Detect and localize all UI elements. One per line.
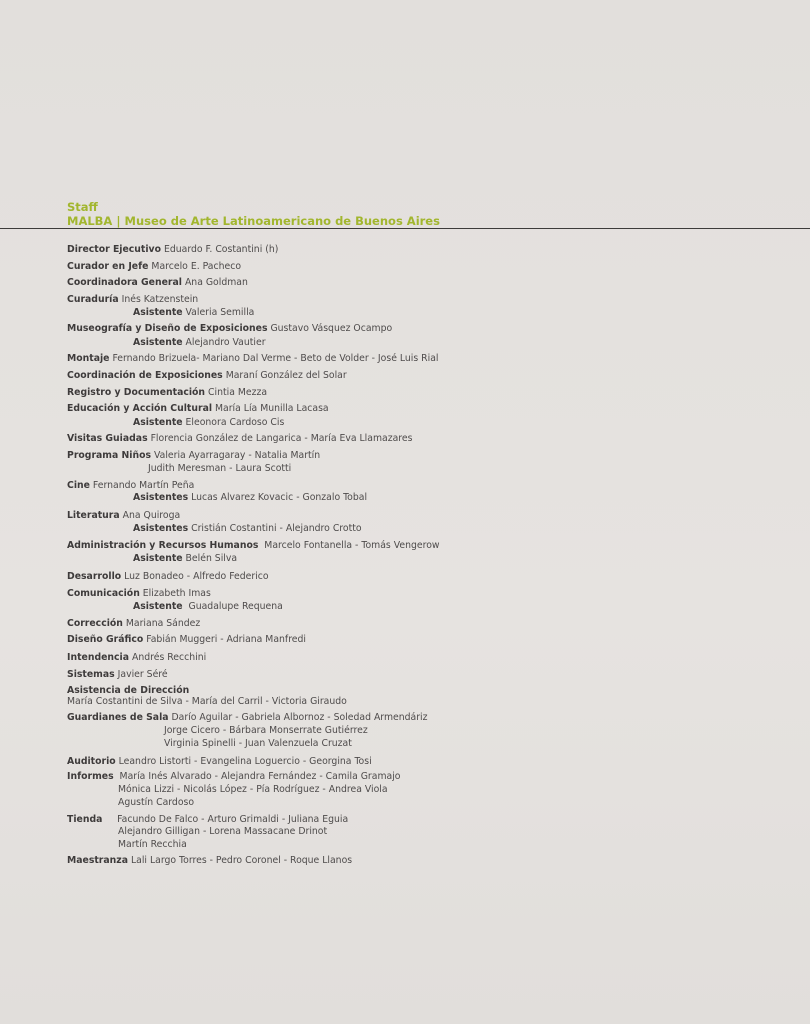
sub-role-label: Asistentes bbox=[133, 492, 189, 503]
staff-entry-administracion bbox=[67, 539, 440, 552]
role-label: Coordinación de Exposiciones bbox=[67, 370, 223, 381]
role-label: Visitas Guiadas bbox=[67, 433, 148, 444]
staff-entry-comunicacion bbox=[67, 587, 211, 600]
role-label: Director Ejecutivo bbox=[67, 244, 162, 255]
sub-role-label: Asistente bbox=[133, 601, 183, 612]
sub-role-label: Asistente bbox=[133, 417, 183, 428]
section-title: Staff bbox=[67, 200, 98, 214]
staff-cont-programa-ninos bbox=[148, 462, 291, 475]
staff-sub-curaduria bbox=[133, 306, 254, 319]
staff-entry-intendencia bbox=[67, 651, 206, 664]
sub-role-label: Asistente bbox=[133, 307, 183, 318]
role-label: Intendencia bbox=[67, 652, 129, 663]
staff-entry-curaduria bbox=[67, 293, 198, 306]
role-label: Corrección bbox=[67, 618, 123, 629]
staff-cont-asistencia-direccion bbox=[67, 695, 347, 708]
staff-cont2-guardianes bbox=[164, 737, 352, 750]
names: Lali Largo Torres - Pedro Coronel - Roque Llanos bbox=[130, 855, 353, 866]
sub-names: Alejandro Vautier bbox=[185, 337, 266, 348]
staff-entry-auditorio bbox=[67, 755, 372, 768]
names: Fernando Brizuela- Mariano Dal Verme - Beto de Volder - José Luis Rial bbox=[112, 353, 439, 364]
names: Facundo De Falco - Arturo Grimaldi - Juliana Eguia bbox=[117, 814, 349, 825]
names: Luz Bonadeo - Alfredo Federico bbox=[124, 571, 269, 582]
staff-entry-director bbox=[67, 243, 278, 256]
names: Andrés Recchini bbox=[131, 652, 207, 663]
names-continued: Virginia Spinelli - Juan Valenzuela Cruzat bbox=[164, 738, 352, 749]
role-label: Diseño Gráfico bbox=[67, 634, 144, 645]
names: Leandro Listorti - Evangelina Loguercio - Georgina Tosi bbox=[118, 756, 372, 767]
staff-entry-maestranza bbox=[67, 854, 352, 867]
names: Florencia González de Langarica - María Eva Llamazares bbox=[150, 433, 413, 444]
names-continued: Martín Recchia bbox=[118, 839, 187, 850]
role-label: Museografía y Diseño de Exposiciones bbox=[67, 323, 268, 334]
staff-entry-coord-exposiciones bbox=[67, 369, 347, 382]
names-continued: María Costantini de Silva - María del Carril - Victoria Giraudo bbox=[67, 696, 347, 707]
role-label: Informes bbox=[67, 771, 114, 782]
staff-entry-literatura bbox=[67, 509, 180, 522]
names: Marcelo E. Pacheco bbox=[151, 261, 242, 272]
role-label: Montaje bbox=[67, 353, 110, 364]
staff-entry-coordinadora bbox=[67, 276, 248, 289]
role-label: Asistencia de Dirección bbox=[67, 685, 190, 696]
staff-cont2-informes bbox=[118, 796, 194, 809]
names: Ana Quiroga bbox=[122, 510, 181, 521]
museum-title: MALBA | Museo de Arte Latinoamericano de Buenos Aires bbox=[67, 214, 440, 228]
staff-cont-informes bbox=[118, 783, 388, 796]
names: María Lía Munilla Lacasa bbox=[215, 403, 329, 414]
role-label: Programa Niños bbox=[67, 450, 152, 461]
staff-header bbox=[67, 200, 440, 228]
staff-sub-administracion bbox=[133, 552, 237, 565]
names: Inés Katzenstein bbox=[121, 294, 199, 305]
names: Mariana Sández bbox=[125, 618, 201, 629]
names: Ana Goldman bbox=[184, 277, 248, 288]
names: Elizabeth Imas bbox=[142, 588, 211, 599]
names: Javier Séré bbox=[117, 669, 168, 680]
role-label: Maestranza bbox=[67, 855, 128, 866]
sub-names: Guadalupe Requena bbox=[188, 601, 283, 612]
staff-sub-comunicacion bbox=[133, 600, 283, 613]
staff-entry-museografia bbox=[67, 322, 392, 335]
role-label: Curador en Jefe bbox=[67, 261, 149, 272]
names: Cintia Mezza bbox=[208, 387, 268, 398]
staff-entry-registro bbox=[67, 386, 267, 399]
role-label: Coordinadora General bbox=[67, 277, 182, 288]
names: Maraní González del Solar bbox=[225, 370, 347, 381]
staff-sub-cine bbox=[133, 491, 367, 504]
names: Eduardo F. Costantini (h) bbox=[163, 244, 279, 255]
staff-entry-informes bbox=[67, 770, 400, 783]
names-continued: Judith Meresman - Laura Scotti bbox=[148, 463, 292, 474]
role-label: Sistemas bbox=[67, 669, 115, 680]
staff-entry-guardianes bbox=[67, 711, 428, 724]
staff-cont-tienda bbox=[118, 825, 327, 838]
role-label: Curaduría bbox=[67, 294, 119, 305]
staff-cont-guardianes bbox=[164, 724, 368, 737]
names: Darío Aguilar - Gabriela Albornoz - Soledad Armendáriz bbox=[171, 712, 428, 723]
staff-entry-programa-ninos bbox=[67, 449, 320, 462]
names: Valeria Ayarragaray - Natalia Martín bbox=[153, 450, 321, 461]
role-label: Desarrollo bbox=[67, 571, 122, 582]
sub-names: Eleonora Cardoso Cis bbox=[185, 417, 285, 428]
role-label: Auditorio bbox=[67, 756, 116, 767]
sub-role-label: Asistente bbox=[133, 553, 183, 564]
names: Gustavo Vásquez Ocampo bbox=[270, 323, 393, 334]
sub-role-label: Asistente bbox=[133, 337, 183, 348]
role-label: Comunicación bbox=[67, 588, 140, 599]
sub-names: Lucas Alvarez Kovacic - Gonzalo Tobal bbox=[191, 492, 368, 503]
sub-role-label: Asistentes bbox=[133, 523, 189, 534]
header-divider bbox=[0, 228, 810, 229]
role-label: Literatura bbox=[67, 510, 120, 521]
role-label: Cine bbox=[67, 480, 90, 491]
names: Fabián Muggeri - Adriana Manfredi bbox=[146, 634, 307, 645]
staff-sub-museografia bbox=[133, 336, 266, 349]
role-label: Administración y Recursos Humanos bbox=[67, 540, 259, 551]
sub-names: Belén Silva bbox=[185, 553, 238, 564]
names: Fernando Martín Peña bbox=[92, 480, 195, 491]
role-label: Educación y Acción Cultural bbox=[67, 403, 213, 414]
names-continued: Mónica Lizzi - Nicolás López - Pía Rodríguez - Andrea Viola bbox=[118, 784, 388, 795]
staff-sub-literatura bbox=[133, 522, 362, 535]
staff-entry-diseno-grafico bbox=[67, 633, 306, 646]
sub-names: Cristián Costantini - Alejandro Crotto bbox=[191, 523, 362, 534]
role-label: Tienda bbox=[67, 814, 103, 825]
names-continued: Alejandro Gilligan - Lorena Massacane Drinot bbox=[118, 826, 328, 837]
staff-sub-educacion bbox=[133, 416, 284, 429]
names: María Inés Alvarado - Alejandra Fernández - Camila Gramajo bbox=[119, 771, 401, 782]
role-label: Registro y Documentación bbox=[67, 387, 206, 398]
staff-entry-desarrollo bbox=[67, 570, 269, 583]
staff-entry-curador bbox=[67, 260, 241, 273]
staff-entry-sistemas bbox=[67, 668, 168, 681]
staff-entry-educacion bbox=[67, 402, 329, 415]
names-continued: Agustín Cardoso bbox=[118, 797, 195, 808]
role-label: Guardianes de Sala bbox=[67, 712, 169, 723]
staff-cont2-tienda bbox=[118, 838, 187, 851]
staff-entry-correccion bbox=[67, 617, 200, 630]
staff-entry-visitas bbox=[67, 432, 412, 445]
sub-names: Valeria Semilla bbox=[185, 307, 255, 318]
staff-entry-montaje bbox=[67, 352, 439, 365]
names: Marcelo Fontanella - Tomás Vengerow bbox=[264, 540, 440, 551]
names-continued: Jorge Cicero - Bárbara Monserrate Gutiérrez bbox=[164, 725, 368, 736]
